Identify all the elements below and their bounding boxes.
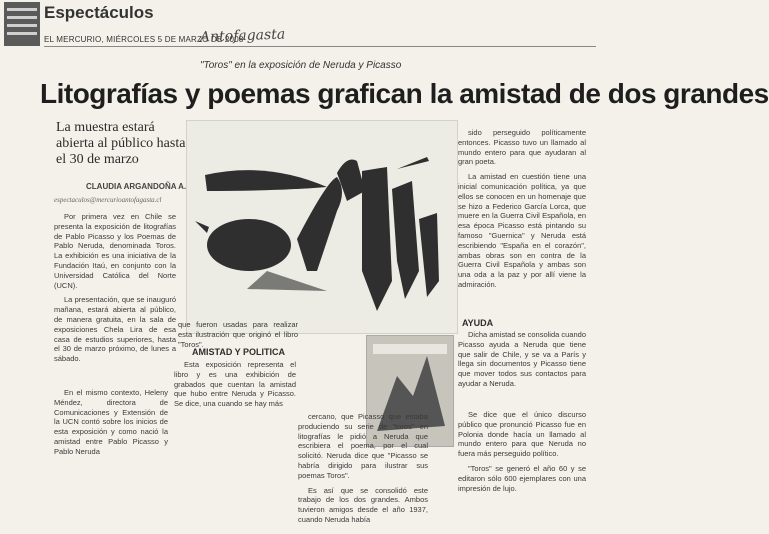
bullfight-lithograph-image	[186, 120, 458, 334]
paragraph: Es así que se consolidó este trabajo de los dos grandes. Ambos tuvieron amigos desde el año 1937, cuando Neruda había	[298, 485, 428, 524]
mid-column	[174, 360, 296, 414]
paragraph: Esta exposición representa el libro y es una exhibición de grabados que cuentan la amistad que hubo entre Neruda y Picasso. Se dice, una cuando se hay más	[174, 360, 296, 409]
paragraph: La amistad en cuestión tiene una inicial comunicación política, ya que ellos se conocen en un homenaje que se hizo a Federico García Lorca, que muere en la Guerra Civil Española, en esa época Picasso está pintando su famoso "Guernica" y Neruda está escribiendo "España en el corazón", ambas obras son en contra de la Guerra Civil Española y ambas son una oda a la paz y por allí viene la admiración.	[458, 172, 586, 289]
paragraph: sido perseguido políticamente entonces. Picasso tuvo un llamado al mundo entero para que ayudaran al gran poeta.	[458, 128, 586, 167]
byline: CLAUDIA ARGANDOÑA A.	[86, 182, 187, 191]
image-caption: que fueron usadas para realizar esta ilustración que originó el libro "Toros".	[178, 320, 298, 349]
author-email: espectaculos@mercurioantofagasta.cl	[54, 196, 162, 204]
masthead-rule	[44, 46, 596, 47]
paragraph: La presentación, que se inauguró mañana, estará abierta al público, de manera gratuita, en la sala de exposiciones Chela Lira de esa casa de estudios superiores, hasta el 30 de marzo próximo, de lunes a sábado.	[54, 295, 176, 364]
paragraph: Por primera vez en Chile se presenta la exposición de litografías de Pablo Picasso y los Poemas de Pablo Neruda, denominada Toros. La exhibición es una iniciativa de la Fundación Itaú, en conjunto con la Universidad Católica del Norte (UCN).	[54, 212, 176, 290]
newspaper-logo	[4, 2, 40, 46]
dateline: EL MERCURIO, MIÉRCOLES 5 DE MARZO DE 2008	[44, 35, 244, 44]
subtitle-ayuda: AYUDA	[462, 318, 494, 328]
right-column-3	[458, 410, 586, 498]
paragraph: Dicha amistad se consolida cuando Picasso ayuda a Neruda que tiene que salir de Chile, y se va a París y llega sin documentos y Picasso tiene que mover todos sus contactos para ayudar a Neruda.	[458, 330, 586, 388]
subtitle-amistad: AMISTAD Y POLITICA	[192, 347, 286, 357]
section-title: Espectáculos	[44, 3, 154, 22]
mid2-column	[298, 412, 428, 530]
subhead: La muestra estará abierta al público hasta el 30 de marzo	[56, 120, 186, 167]
right-column	[458, 128, 586, 295]
left-column	[54, 212, 176, 369]
left-column-bottom	[54, 388, 168, 462]
right-column-2	[458, 330, 586, 394]
headline: Litografías y poemas grafican la amistad de dos grandes	[40, 78, 769, 109]
kicker: "Toros" en la exposición de Neruda y Picasso	[200, 60, 402, 71]
paragraph: Se dice que el único discurso público que pronunció Picasso fue en Polonia donde hacía un llamado al mundo entero para que Neruda no fuera más perseguido político.	[458, 410, 586, 459]
paragraph: cercano, que Picasso que estaba produciendo su serie de "toros" en litografías le pidió a Neruda que escribiera el poema, por el cual solicitó. Neruda dice que "Picasso se habría dirigido para ilustrar sus poemas Toros".	[298, 412, 428, 480]
paragraph: "Toros" se generó el año 60 y se editaron sólo 600 ejemplares con una impresión de lujo.	[458, 463, 586, 493]
paragraph: En el mismo contexto, Heleny Méndez, directora de Comunicaciones y Extensión de la UCN contó sobre los inicios de esta exposición y como nació la amistad entre Pablo Picasso y Pablo Neruda	[54, 388, 168, 456]
handwritten-note: Antofagasta	[199, 26, 286, 46]
